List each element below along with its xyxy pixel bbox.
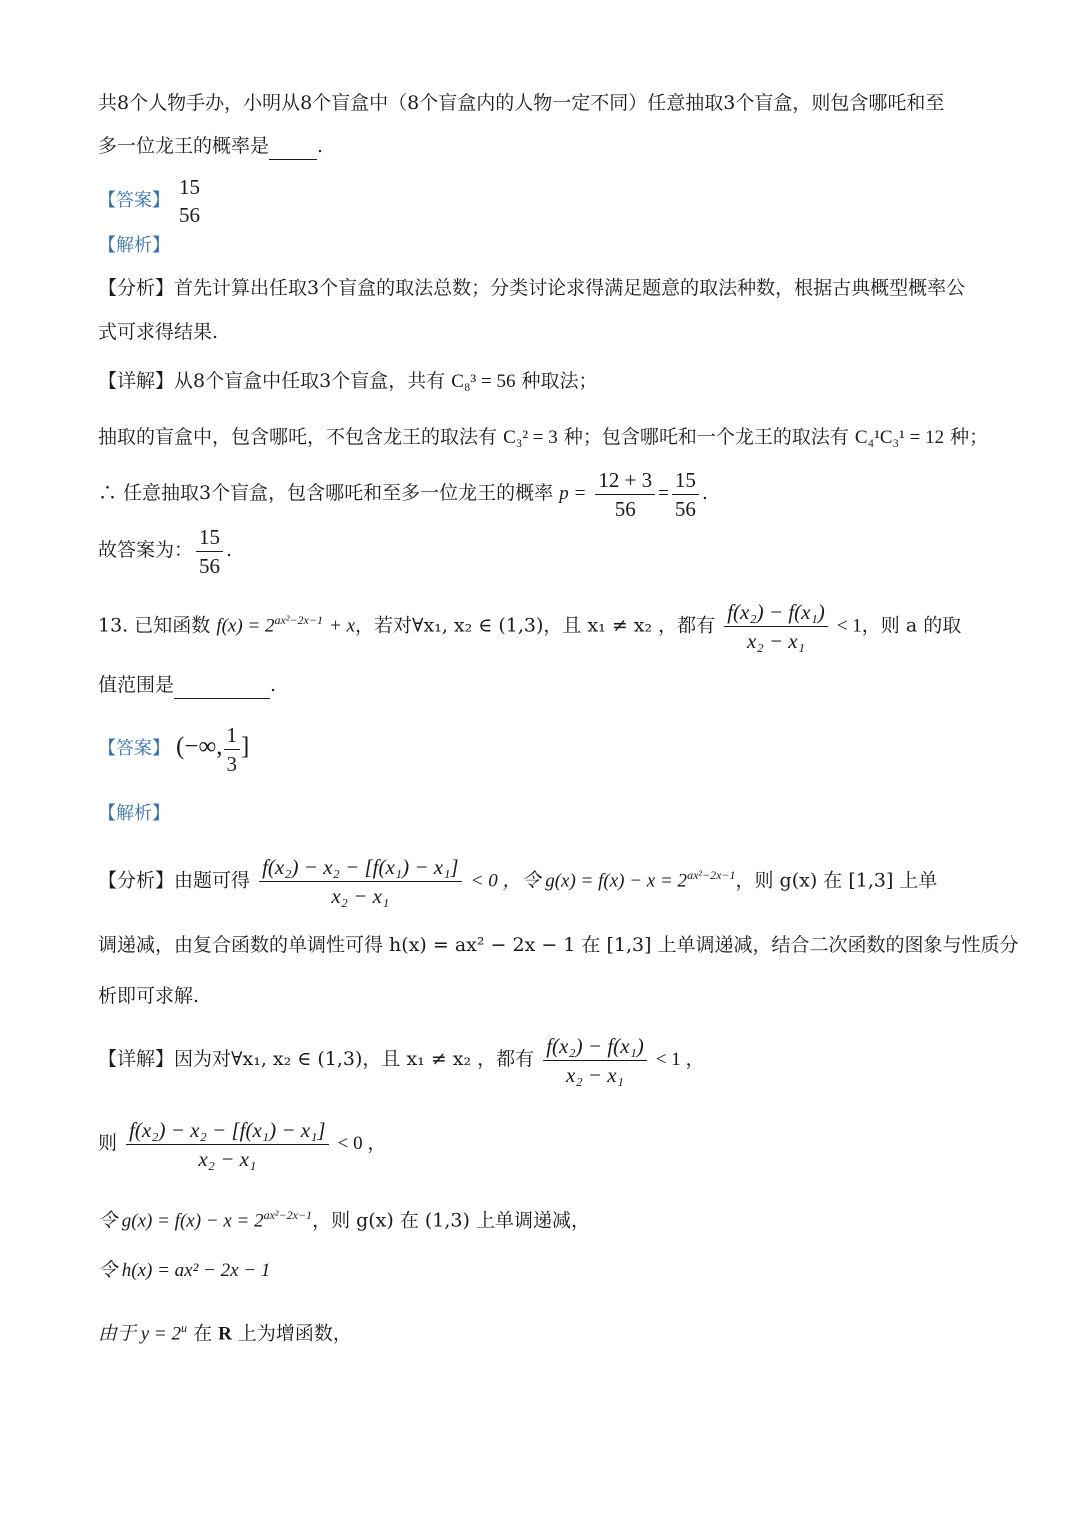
answer-blank bbox=[174, 672, 270, 699]
answer-fraction: $\frac{1}{3}$ bbox=[224, 721, 241, 778]
p13-xiangjie-line3: 令 $g(x) = f(x) - x = 2^{ax^2-2x-1}$，则 g(x) 在 (1,3) 上单调递减， bbox=[98, 1208, 590, 1232]
p12-final-answer: 故答案为： $\frac{15}{56}$ . bbox=[98, 524, 233, 578]
p13-xiangjie-line5: 由于 $y = 2^u$ 在 R 上为增函数， bbox=[98, 1321, 352, 1345]
p12-question-line1: 共8个人物手办，小明从8个盲盒中（8个盲盒内的人物一定不同）任意抽取3个盲盒，则包含哪吒和至 bbox=[98, 92, 945, 114]
p12-xiangjie-line1: 【详解】从8个盲盒中任取3个盲盒，共有 C₈³ = 56 种取法； bbox=[98, 370, 598, 392]
answer-tag: 【答案】 bbox=[98, 190, 170, 211]
p13-xiangjie-line1: 【详解】因为对∀x₁, x₂ ∈ (1,3)，且 x₁ ≠ x₂ ，都有 $\frac{\text{f(x₂) − f(x₁)}}{\text{x₂ − x₁}}$ < 1 ， bbox=[98, 1033, 705, 1087]
p13-fenxi-line2: 调递减，由复合函数的单调性可得 h(x) = ax² − 2x − 1 在 [1,3] 上单调递减，结合二次函数的图象与性质分 bbox=[98, 934, 1019, 956]
answer-fraction: 15 56 bbox=[179, 175, 201, 227]
p12-xiangjie-line2: 抽取的盲盒中，包含哪吒，不包含龙王的取法有 C₃² = 3 种；包含哪吒和一个龙王的取法有 C₄¹C₃¹ = 12 种； bbox=[98, 426, 989, 448]
prob-fraction-2: $\frac{15}{56}$ bbox=[672, 466, 699, 523]
p13-xiangjie-line2: 则 $\frac{\text{f(x₂) − x₂ − [f(x₁) − x₁]}}{\text{x₂ − x₁}}$ < 0 ， bbox=[98, 1117, 387, 1171]
xiangjie-fraction-1: $\frac{\text{f(x₂) − f(x₁)}}{\text{x₂ − x₁}}$ bbox=[543, 1032, 647, 1089]
p13-fenxi-line3: 析即可求解. bbox=[98, 985, 200, 1007]
p12-jiexi: 【解析】 bbox=[98, 235, 170, 256]
p13-fenxi-line1: 【分析】由题可得 $\frac{\text{f(x₂) − x₂ − [f(x₁) − x₁]}}{\text{x₂ − x₁}}$ < 0 ，令 $g(x) = f(x) - x = 2^{ax^2-2x-1}$，则 g(x) 在 [1,3] 上单 bbox=[98, 854, 938, 908]
p13-question-line2: 值范围是 . bbox=[98, 672, 276, 699]
prob-fraction-1: $\frac{12 + 3}{56}$ bbox=[595, 466, 655, 523]
answer-tag: 【答案】 bbox=[98, 738, 170, 759]
p12-answer bbox=[98, 170, 206, 231]
final-fraction: $\frac{15}{56}$ bbox=[196, 523, 223, 580]
xiangjie-fraction-2: $\frac{\text{f(x₂) − x₂ − [f(x₁) − x₁]}}{\text{x₂ − x₁}}$ bbox=[126, 1116, 329, 1173]
fenxi-fraction: $\frac{\text{f(x₂) − x₂ − [f(x₁) − x₁]}}{\text{x₂ − x₁}}$ bbox=[259, 853, 462, 910]
p12-xiangjie-line3: ∴ 任意抽取3个盲盒，包含哪吒和至多一位龙王的概率 p = $\frac{12 + 3}{56}$ = $\frac{15}{56}$ . bbox=[98, 467, 708, 521]
p13-answer: 【答案】 (−∞, $\frac{1}{3}$ ] bbox=[98, 722, 250, 776]
p12-fenxi-line2: 式可求得结果. bbox=[98, 321, 219, 343]
answer-blank bbox=[269, 133, 317, 160]
p13-xiangjie-line4: 令 h(x) = ax² − 2x − 1 bbox=[98, 1260, 271, 1281]
p12-question-line2: 多一位龙王的概率是 . bbox=[98, 133, 323, 160]
q13-fraction: $\frac{\text{f(x₂) − f(x₁)}}{\text{x₂ − x₁}}$ bbox=[724, 598, 828, 655]
p13-jiexi: 【解析】 bbox=[98, 803, 170, 824]
p12-fenxi-line1: 【分析】首先计算出任取3个盲盒的取法总数；分类讨论求得满足题意的取法种数，根据古典概型概率公 bbox=[98, 277, 966, 299]
p13-question-line1: 13. 已知函数 $f(x) = 2^{ax^2-2x-1} + x$，若对∀x₁, x₂ ∈ (1,3)，且 x₁ ≠ x₂ ，都有 $\frac{\text{f(x₂) − f(x₁)}}{\text{x₂ − x₁}}$ < 1，则 a 的取 bbox=[98, 599, 962, 653]
